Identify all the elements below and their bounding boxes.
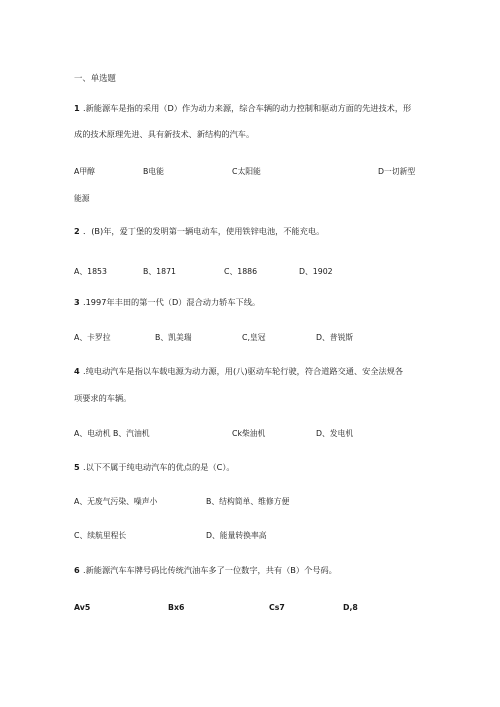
option-c: C,皇冠 (242, 333, 266, 342)
question-number: 6 (74, 565, 80, 575)
option-b: B、1871 (143, 267, 176, 276)
option-d: D、普锐斯 (316, 333, 354, 342)
question-text: .新能源汽车车牌号码比传统汽油车多了一位数字，共有（B）个号码。 (83, 565, 337, 575)
option-a: A、1853 (74, 267, 107, 276)
option-c: C、续航里程长 (74, 531, 127, 540)
option-a: Av5 (74, 603, 91, 612)
question-text-cont: 成的技术原理先进、具有新技术、新结构的汽车。 (74, 129, 255, 139)
option-a-b: A、电动机 B、汽油机 (74, 429, 150, 438)
option-d: D一切新型 (378, 167, 416, 176)
option-d: D、能量转换率高 (206, 531, 267, 540)
option-c: Cs7 (269, 603, 285, 612)
question-number: 3 (74, 297, 80, 307)
question-number: 4 (74, 366, 80, 376)
option-a: A甲醇 (74, 167, 95, 176)
option-d-cont: 能源 (74, 194, 90, 203)
option-c: Ck柴油机 (232, 429, 266, 438)
option-a: A、无废气污染、噪声小 (74, 497, 158, 506)
question-number: 1 (74, 103, 80, 113)
option-c: C、1886 (224, 267, 258, 276)
section-title: 一、单选题 (74, 73, 116, 83)
question-number: 5 (74, 462, 80, 472)
option-b: B、凯美瑞 (155, 333, 192, 342)
question-text: .纯电动汽车是指以车载电源为动力源，用(八)驱动车轮行驶，符合道路交通、安全法规各 (83, 366, 404, 376)
option-d: D,8 (343, 603, 358, 612)
option-d: D、1902 (299, 267, 333, 276)
question-text: ．(B)年，爱丁堡的发明第一辆电动车，使用铁锌电池，不能充电。 (83, 226, 325, 236)
question-number: 2 (74, 226, 80, 236)
question-text-cont: 项要求的车辆。 (74, 393, 132, 403)
option-b: Bx6 (168, 603, 185, 612)
option-d: D、发电机 (316, 429, 354, 438)
question-text: .新能源车是指的采用（D）作为动力来源，综合车辆的动力控制和驱动方面的先进技术，形 (83, 103, 412, 113)
question-text: .1997年丰田的第一代（D）混合动力轿车下线。 (83, 297, 261, 307)
question-text: .以下不属于纯电动汽车的优点的是（C）。 (83, 462, 235, 472)
option-b: B电能 (143, 167, 164, 176)
option-b: B、结构简单、维修方便 (206, 497, 290, 506)
option-a: A、卡罗拉 (74, 333, 111, 342)
option-c: C太阳能 (232, 167, 261, 176)
